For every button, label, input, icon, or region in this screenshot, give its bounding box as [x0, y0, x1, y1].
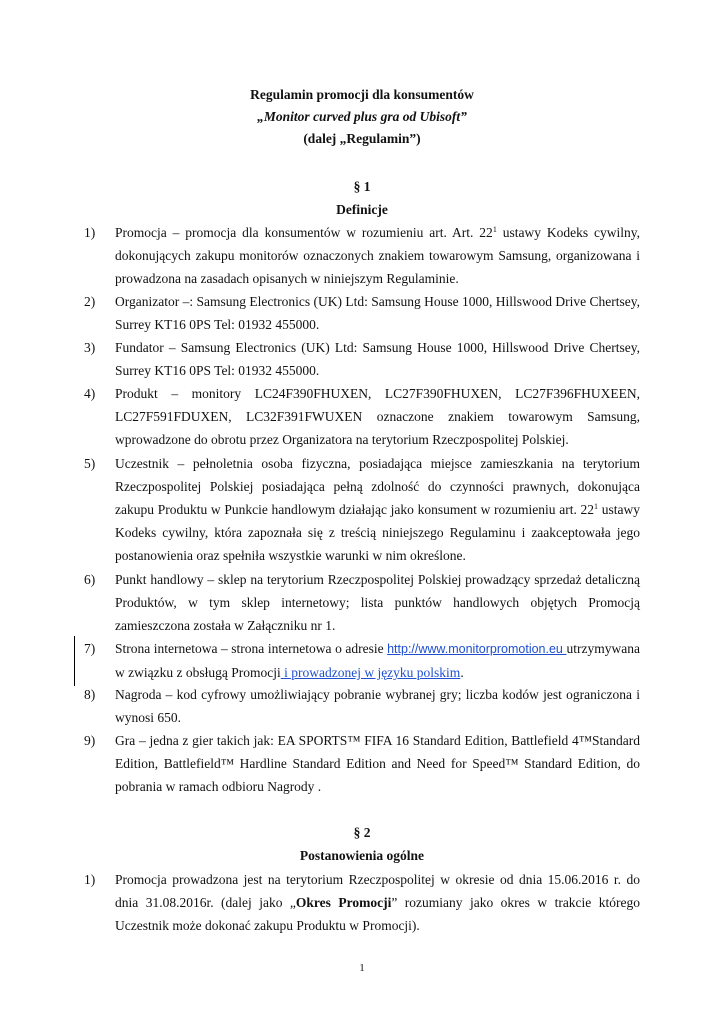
- promotion-name: „Monitor curved plus gra od Ubisoft”: [257, 109, 467, 124]
- list-item: [84, 683, 640, 729]
- section-1-heading: Definicje: [336, 202, 388, 217]
- item-number: 7): [84, 641, 96, 656]
- item-number: 8): [84, 687, 96, 702]
- document-title: Regulamin promocji dla konsumentów: [250, 87, 474, 102]
- item-text: .: [460, 665, 464, 680]
- item-number: 4): [84, 386, 96, 401]
- list-item: [84, 568, 640, 637]
- defined-term: Okres Promocji: [295, 895, 392, 910]
- item-text: Organizator –: Samsung Electronics (UK) Ltd: Samsung House 1000, Hillswood Drive Chertsey, Surrey KT16 0PS Tel: 01932 455000.: [115, 294, 640, 332]
- revision-bar: [74, 636, 75, 686]
- item-text: ustawy Kodeks cywilny, dokonujących zakupu monitorów oznaczonych znakiem towarowym Samsung, organizowana i prowadzona na zasadach opisanych w niniejszym Regulaminie.: [115, 225, 641, 286]
- list-item: [84, 290, 640, 336]
- section-1-number: § 1: [353, 179, 371, 194]
- item-number: 2): [84, 294, 96, 309]
- list-item: [84, 637, 640, 684]
- item-text: Promocja prowadzona jest na terytorium Rzeczpospolitej w okresie od dnia 15.06.2016 r. do dnia 31.08.2016r. (dalej jako „: [115, 872, 640, 910]
- document-alias: (dalej „Regulamin”): [303, 131, 421, 146]
- inserted-text: i prowadzonej w języku polskim: [280, 665, 461, 680]
- item-text: Produkt – monitory LC24F390FHUXEN, LC27F390FHUXEN, LC27F396FHUXEEN,: [115, 386, 640, 401]
- item-text: ustawy Kodeks cywilny, która zapoznała się z treścią niniejszego Regulaminu i zaakceptowała jego postanowienia oraz spełniła wszystkie warunki w nim określone.: [115, 502, 640, 563]
- section-2-heading: Postanowienia ogólne: [299, 848, 425, 863]
- website-link[interactable]: http://www.monitorpromotion.eu: [387, 642, 567, 656]
- superscript: 1: [594, 502, 599, 511]
- item-number: 3): [84, 340, 96, 355]
- superscript: 1: [492, 225, 497, 234]
- item-number: 1): [84, 225, 96, 240]
- item-text: Strona internetowa – strona internetowa o adresie: [115, 641, 388, 656]
- item-text: ” rozumiany jako okres w trakcie którego Uczestnik może dokonać zakupu Produktu w Promocji).: [115, 895, 640, 933]
- item-text: Promocja – promocja dla konsumentów w rozumieniu art. Art. 22: [115, 225, 493, 240]
- item-number: 6): [84, 572, 96, 587]
- item-number: 1): [84, 872, 96, 887]
- list-item: [84, 382, 640, 451]
- list-item: [84, 336, 640, 382]
- list-item: [84, 452, 640, 567]
- item-text: wprowadzone do obrotu przez Organizatora na terytorium Rzeczpospolitej Polskiej.: [115, 432, 569, 447]
- item-text: Uczestnik – pełnoletnia osoba fizyczna, posiadająca miejsce zamieszkania na terytorium Rzeczpospolitej Polskiej posiadająca pełną zdolność do czynności prawnych, dokonująca zakupu Produktu w Punkcie handlowym działając jako konsument w rozumieniu art. 22: [115, 456, 640, 517]
- section-2-number: § 2: [353, 825, 371, 840]
- list-item: [84, 868, 640, 937]
- item-text: LC27F591FDUXEN, LC32F391FWUXEN oznaczone znakiem towarowym Samsung,: [115, 409, 640, 424]
- item-number: 9): [84, 733, 96, 748]
- item-number: 5): [84, 456, 96, 471]
- item-text: utrzymywana w związku z obsługą Promocji: [115, 641, 640, 680]
- item-text: Fundator – Samsung Electronics (UK) Ltd: Samsung House 1000, Hillswood Drive Chertsey, Surrey KT16 0PS Tel: 01932 455000.: [115, 340, 640, 378]
- list-item: [84, 729, 640, 798]
- page-number: 1: [359, 962, 365, 974]
- list-item: [84, 221, 640, 290]
- item-text: Punkt handlowy – sklep na terytorium Rzeczpospolitej Polskiej prowadzący sprzedaż detaliczną Produktów, w tym sklep internetowy; lista punktów handlowych objętych Promocją zamieszczona została w Załączniku nr 1.: [115, 572, 640, 633]
- item-text: Nagroda – kod cyfrowy umożliwiający pobranie wybranej gry; liczba kodów jest ograniczona i wynosi 650.: [115, 687, 640, 725]
- item-text: Gra – jedna z gier takich jak: EA SPORTS™ FIFA 16 Standard Edition, Battlefield 4™Standard Edition, Battlefield™ Hardline Standard Edition and Need for Speed™ Standard Edition, do pobrania w ramach odbioru Nagrody .: [115, 733, 640, 794]
